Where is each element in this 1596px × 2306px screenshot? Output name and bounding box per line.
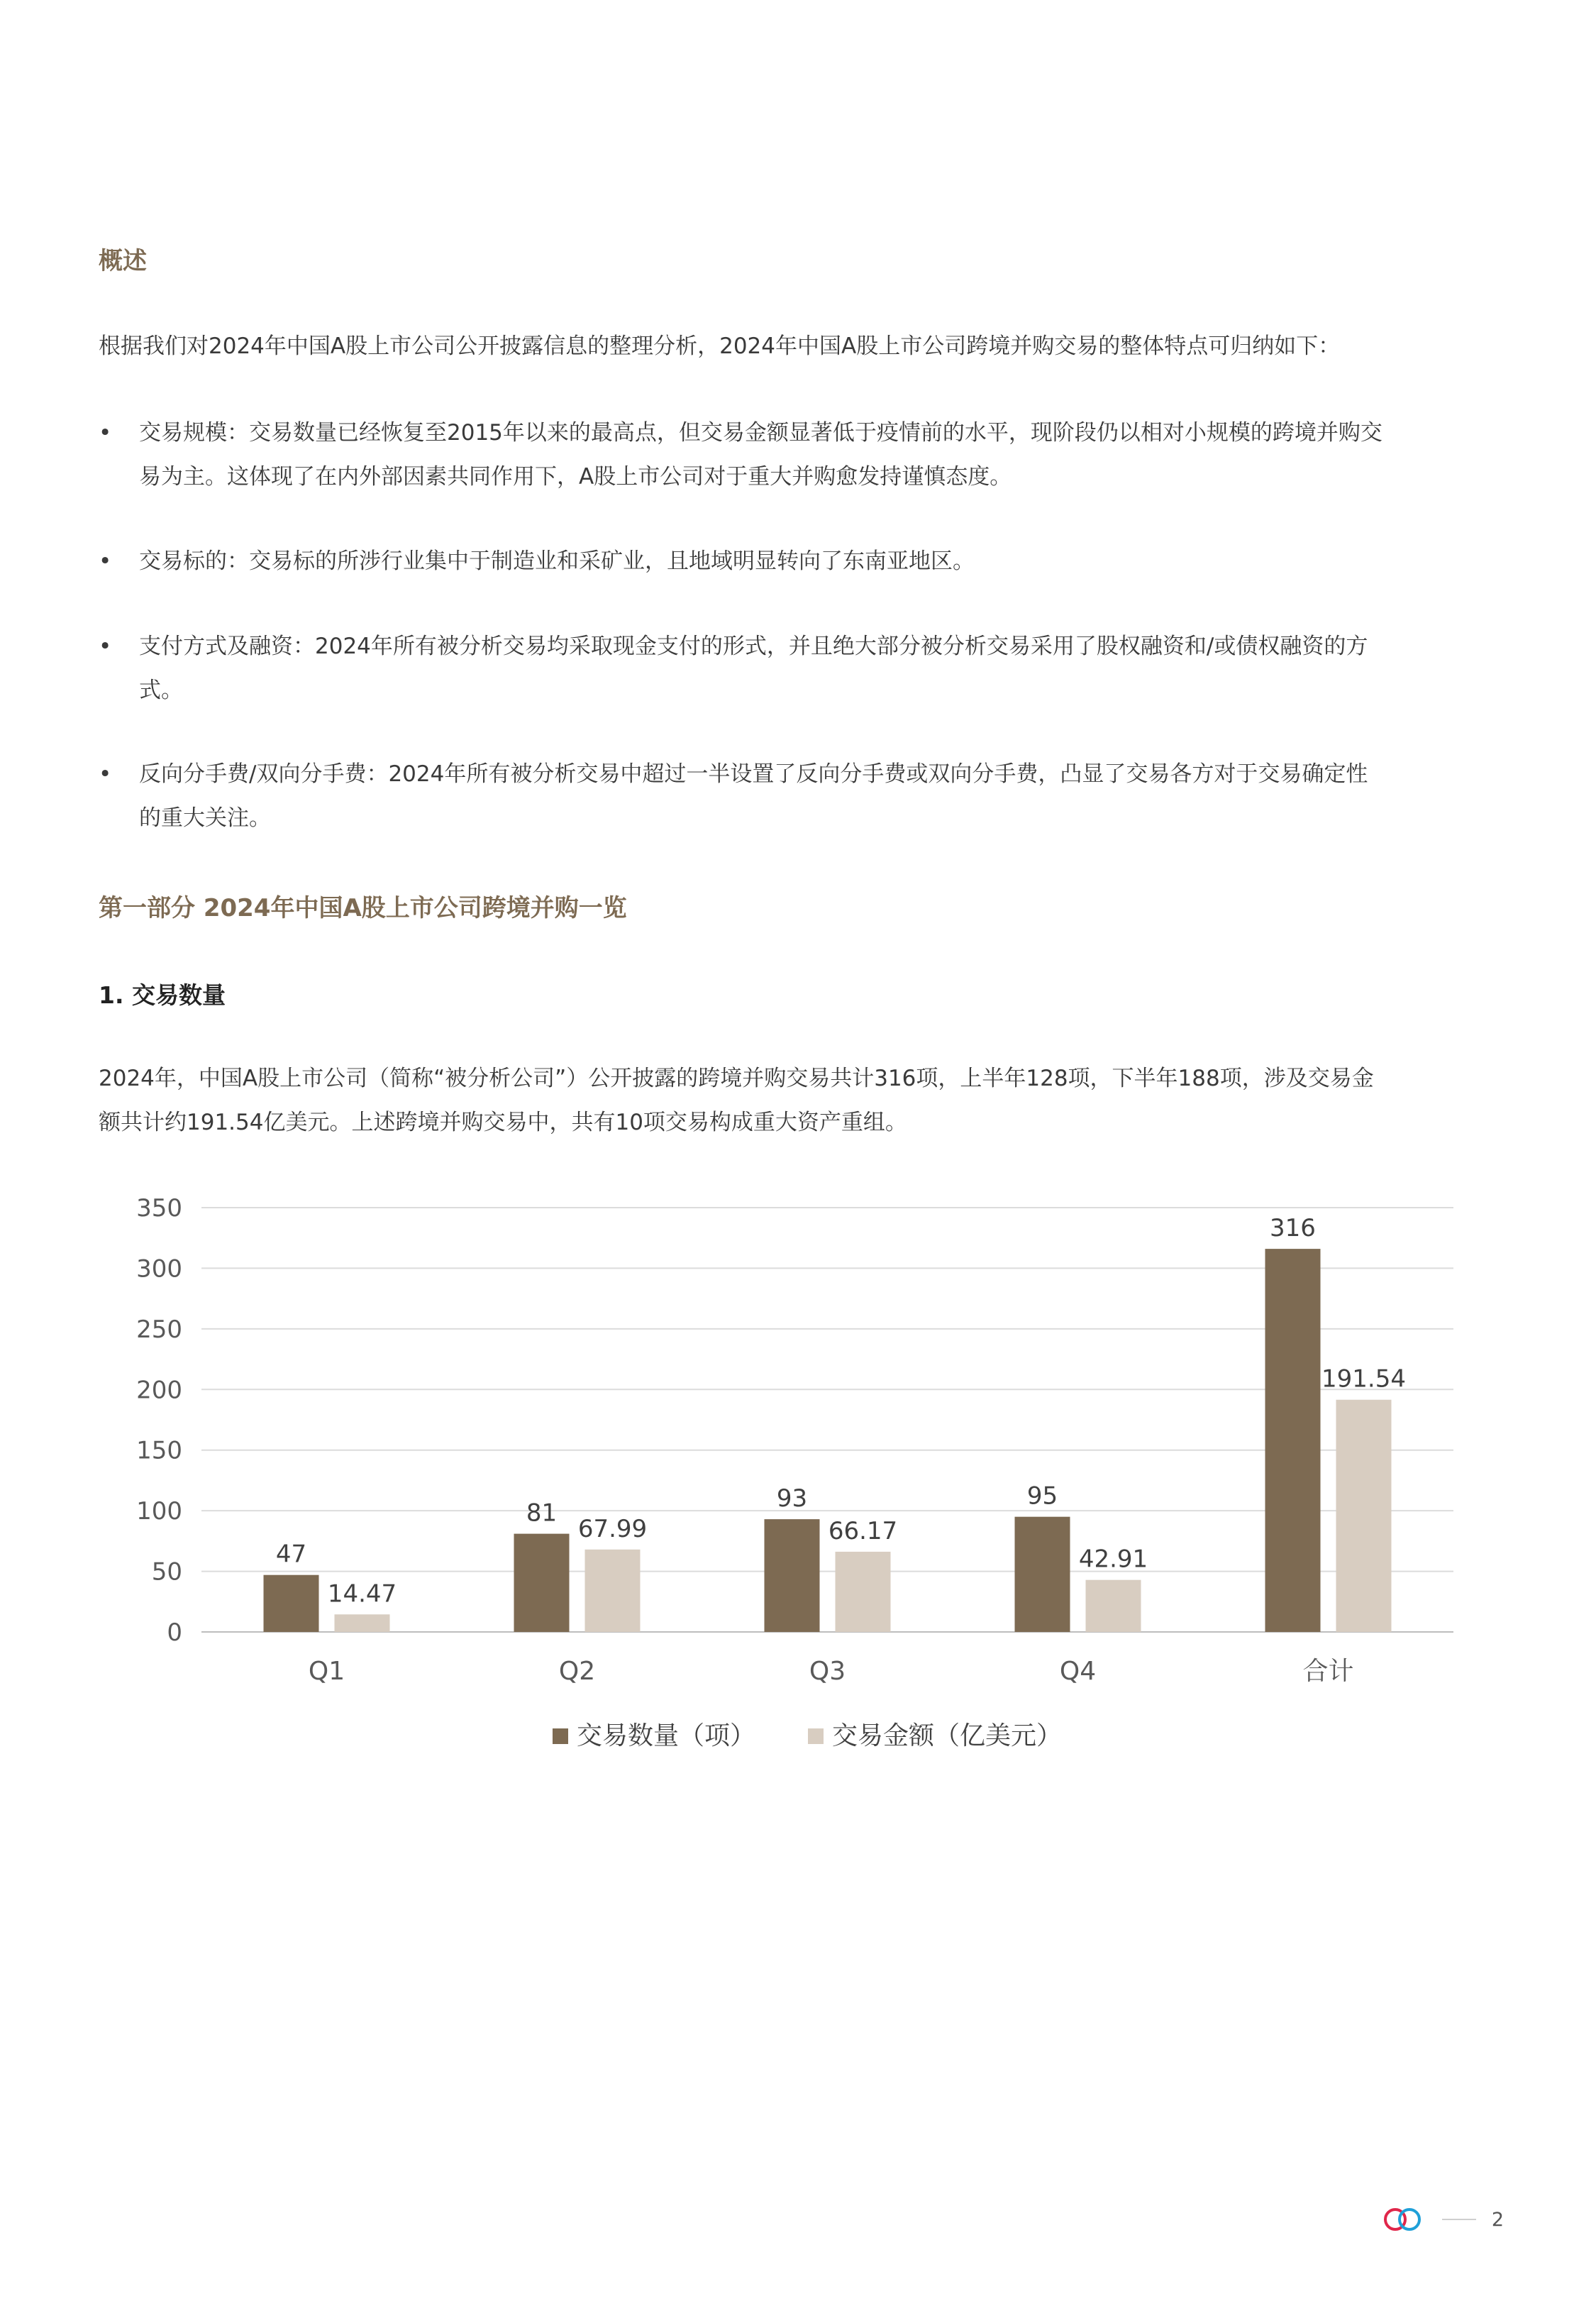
bullet-line: 易为主。这体现了在内外部因素共同作用下，A股上市公司对于重大并购愈发持谨慎态度。 <box>139 464 1012 490</box>
paragraph-line: 2024年，中国A股上市公司（简称“被分析公司”）公开披露的跨境并购交易共计316项，上半年128项，下半年188项，涉及交易金 <box>99 1066 1374 1091</box>
bullet-dot: • <box>99 420 112 446</box>
y-tick-label: 250 <box>136 1315 182 1344</box>
bullet-dot: • <box>99 548 112 574</box>
bullet-dot: • <box>99 634 112 659</box>
bar <box>1015 1517 1070 1632</box>
y-tick-label: 350 <box>136 1194 182 1223</box>
bullet-line: 交易标的：交易标的所涉行业集中于制造业和采矿业，且地域明显转向了东南亚地区。 <box>139 548 975 574</box>
bar <box>765 1519 820 1632</box>
data-label: 316 <box>1270 1214 1316 1243</box>
y-tick-label: 200 <box>136 1376 182 1405</box>
brand-logo-icon <box>1378 2205 1428 2234</box>
data-label: 81 <box>526 1499 558 1528</box>
y-tick-label: 0 <box>167 1618 182 1647</box>
overview-heading: 概述 <box>99 247 147 275</box>
legend-label: 交易金额（亿美元） <box>832 1721 1063 1750</box>
legend-label: 交易数量（项） <box>577 1721 756 1750</box>
x-tick-label: Q2 <box>558 1657 596 1686</box>
data-label: 95 <box>1026 1482 1058 1511</box>
bullet-dot: • <box>99 761 112 787</box>
x-tick-label: Q1 <box>308 1657 345 1686</box>
bullet-line: 式。 <box>139 678 183 703</box>
page-footer <box>1378 2205 1504 2234</box>
paragraph-line: 额共计约191.54亿美元。上述跨境并购交易中，共有10项交易构成重大资产重组。 <box>99 1110 907 1135</box>
data-label: 42.91 <box>1078 1545 1148 1574</box>
data-label: 14.47 <box>327 1579 397 1609</box>
data-label: 191.54 <box>1321 1364 1406 1394</box>
part1-paragraph <box>99 1057 1510 1144</box>
x-tick-label: Q3 <box>809 1657 846 1686</box>
data-label: 67.99 <box>577 1514 648 1543</box>
bar <box>514 1534 570 1632</box>
bar <box>836 1552 891 1632</box>
x-tick-label: Q4 <box>1059 1657 1097 1686</box>
y-tick-label: 50 <box>151 1557 182 1587</box>
y-tick-label: 300 <box>136 1254 182 1284</box>
bullet-line: 支付方式及融资：2024年所有被分析交易均采取现金支付的形式，并且绝大部分被分析交易采用了股权融资和/或债权融资的方 <box>139 634 1368 659</box>
bar-chart <box>99 1164 1489 1781</box>
bar <box>1086 1580 1141 1632</box>
page-number: 2 <box>1491 2208 1504 2231</box>
y-tick-label: 150 <box>136 1436 182 1465</box>
x-tick-label: 合计 <box>1302 1657 1354 1686</box>
bar <box>335 1614 390 1632</box>
bullet-line: 交易规模：交易数量已经恢复至2015年以来的最高点，但交易金额显著低于疫情前的水平，现阶段仍以相对小规模的跨境并购交 <box>139 420 1382 446</box>
part1-subheading: 1. 交易数量 <box>99 981 226 1009</box>
data-label: 47 <box>275 1540 307 1569</box>
bar <box>585 1550 641 1632</box>
overview-intro: 根据我们对2024年中国A股上市公司公开披露信息的整理分析，2024年中国A股上市公司跨境并购交易的整体特点可归纳如下： <box>99 333 1341 359</box>
legend-swatch <box>808 1728 824 1744</box>
y-tick-label: 100 <box>136 1497 182 1526</box>
data-label: 93 <box>776 1484 808 1513</box>
footer-divider <box>1442 2219 1476 2220</box>
bar <box>1336 1400 1392 1632</box>
data-label: 66.17 <box>828 1516 898 1545</box>
bar <box>264 1575 319 1632</box>
bar <box>1265 1249 1321 1632</box>
bullet-line: 反向分手费/双向分手费：2024年所有被分析交易中超过一半设置了反向分手费或双向分手费，凸显了交易各方对于交易确定性 <box>139 761 1368 787</box>
bullet-line: 的重大关注。 <box>139 805 271 831</box>
part1-heading: 第一部分 2024年中国A股上市公司跨境并购一览 <box>99 894 627 922</box>
legend-swatch <box>553 1728 568 1744</box>
